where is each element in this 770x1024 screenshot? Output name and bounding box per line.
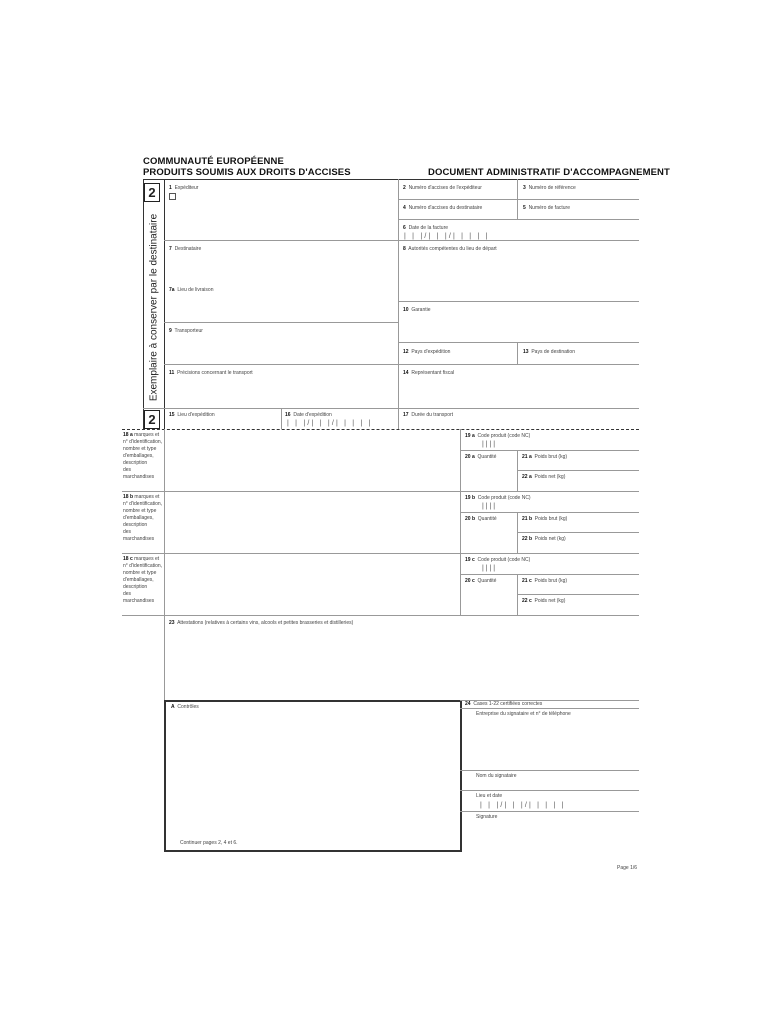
invoice-date-ticks: | | |/| | |/| | | | | — [404, 233, 490, 240]
goods-b-qty-label: 20 b Quantité — [465, 516, 497, 522]
place-date-label: Lieu et date — [476, 793, 503, 799]
field-23-label: 23 Attestations (relatives à certains vins, alcools et petites brasseries et distilleries) — [169, 620, 354, 626]
field-7a-label: 7a Lieu de livraison — [169, 287, 214, 293]
goods-b-gross-label: 21 b Poids brut (kg) — [522, 516, 568, 522]
goods-b-description-label: 18 b marques et n° d'identification, nombre et type d'emballages, description des marchandises — [123, 494, 163, 542]
copy-number-top: 2 — [144, 183, 160, 202]
field-11-label: 11 Précisions concernant le transport — [169, 370, 253, 376]
field-3-label: 3 Numéro de référence — [523, 185, 576, 191]
goods-c-description-label: 18 c marques et n° d'identification, nombre et type d'emballages, description des marchandises — [123, 556, 163, 604]
signature-label: Signature — [476, 814, 498, 820]
dispatch-date-ticks: | | |/| | |/| | | | | — [287, 420, 373, 427]
goods-a-gross-label: 21 a Poids brut (kg) — [522, 454, 568, 460]
field-6-label: 6 Date de la facture — [403, 225, 449, 231]
goods-a-net-label: 22 a Poids net (kg) — [522, 474, 566, 480]
document-title: DOCUMENT ADMINISTRATIF D'ACCOMPAGNEMENT — [428, 167, 670, 178]
goods-c-net-label: 22 c Poids net (kg) — [522, 598, 566, 604]
signature-date-ticks: | | |/| | |/| | | | | — [480, 802, 566, 809]
page-number: Page 1/6 — [617, 865, 638, 871]
field-14-label: 14 Représentant fiscal — [403, 370, 455, 376]
copy-vertical-label: Exemplaire à conserver par le destinataire — [148, 213, 160, 402]
goods-b-code-label: 19 b Code produit (code NC) — [465, 495, 531, 501]
goods-a-description-label: 18 a marques et n° d'identification, nombre et type d'emballages, description des marchandises — [123, 432, 163, 480]
field-4-label: 4 Numéro d'accises du destinataire — [403, 205, 483, 211]
goods-a-code-ticks: | | | | — [482, 441, 496, 448]
field-12-label: 12 Pays d'expédition — [403, 349, 451, 355]
field-13-label: 13 Pays de destination — [523, 349, 575, 355]
field-17-label: 17 Durée du transport — [403, 412, 454, 418]
field-7-label: 7 Destinataire — [169, 246, 202, 252]
excise-title: PRODUITS SOUMIS AUX DROITS D'ACCISES — [143, 167, 351, 178]
goods-b-code-ticks: | | | | — [482, 503, 496, 510]
field-16-label: 16 Date d'expédition — [285, 412, 332, 418]
community-title: COMMUNAUTÉ EUROPÉENNE — [143, 156, 284, 167]
goods-c-qty-label: 20 c Quantité — [465, 578, 497, 584]
field-1-label: 1 Expéditeur — [169, 185, 199, 191]
field-5-label: 5 Numéro de facture — [523, 205, 570, 211]
goods-c-code-ticks: | | | | — [482, 565, 496, 572]
field-1-checkbox[interactable] — [169, 193, 176, 200]
field-8-label: 8 Autorités compétentes du lieu de départ — [403, 246, 497, 252]
signatory-name-label: Nom du signataire — [476, 773, 517, 779]
goods-b-net-label: 22 b Poids net (kg) — [522, 536, 566, 542]
field-9-label: 9 Transporteur — [169, 328, 203, 334]
field-2-label: 2 Numéro d'accises de l'expéditeur — [403, 185, 482, 191]
field-15-label: 15 Lieu d'expédition — [169, 412, 215, 418]
field-24-label: 24 Cases 1-22 certifiées correctes — [465, 701, 543, 707]
goods-a-qty-label: 20 a Quantité — [465, 454, 497, 460]
goods-a-code-label: 19 a Code produit (code NC) — [465, 433, 531, 439]
field-10-label: 10 Garantie — [403, 307, 431, 313]
field-A-label: A Contrôles — [171, 704, 199, 710]
copy-number-bottom: 2 — [144, 410, 160, 429]
continue-note: Continuer pages 2, 4 et 6. — [180, 840, 238, 846]
goods-c-code-label: 19 c Code produit (code NC) — [465, 557, 531, 563]
goods-c-gross-label: 21 c Poids brut (kg) — [522, 578, 568, 584]
signatory-company-label: Entreprise du signataire et n° de téléphone — [476, 711, 571, 717]
controls-box — [164, 700, 462, 852]
